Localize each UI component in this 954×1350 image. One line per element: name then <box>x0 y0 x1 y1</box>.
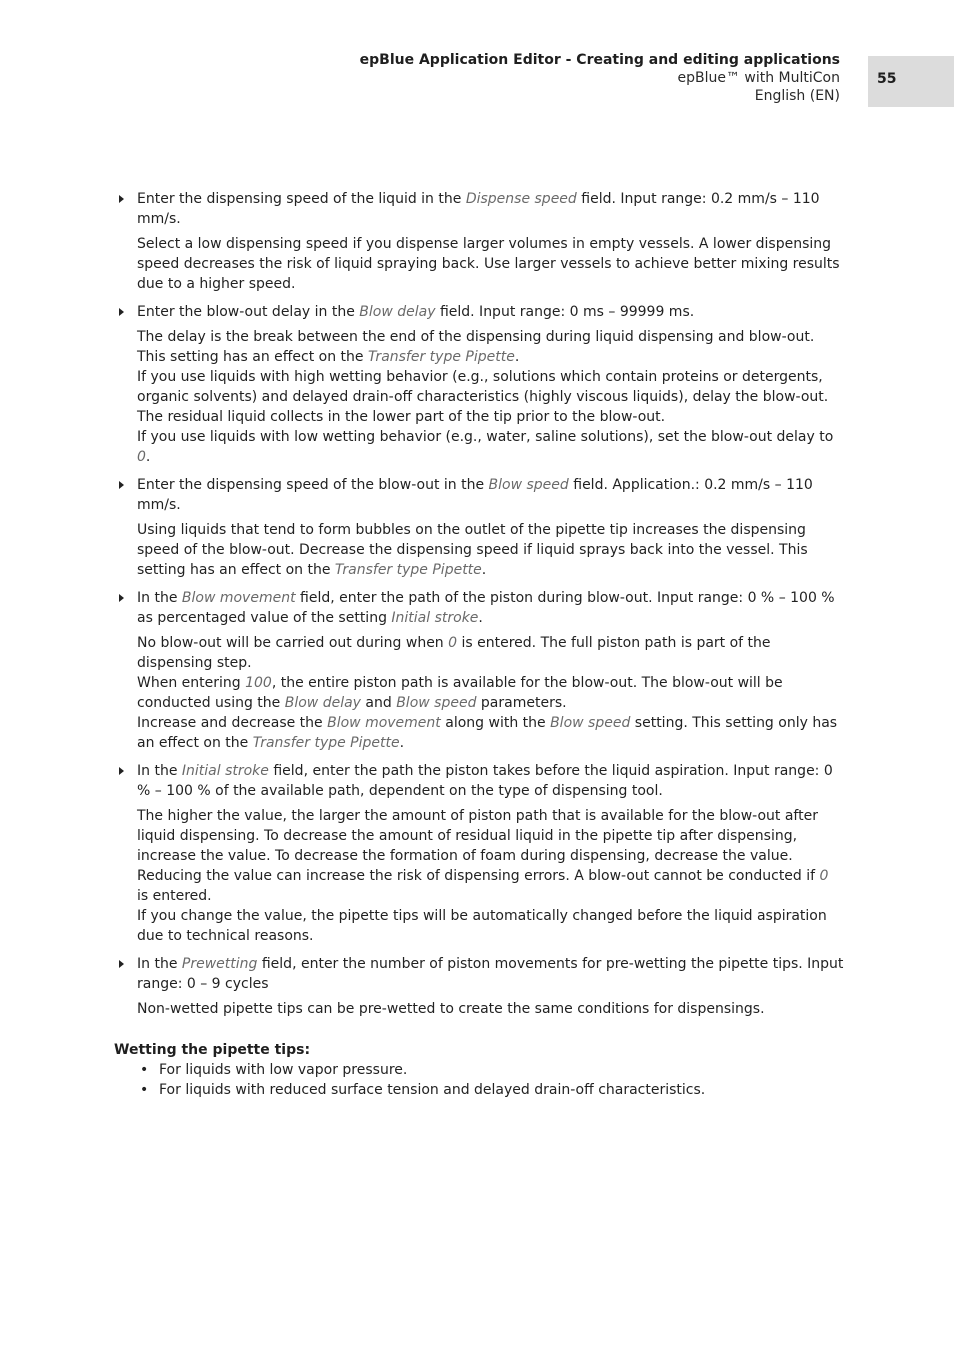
field-name: Blow speed <box>488 477 569 493</box>
text-run: In the <box>137 956 182 972</box>
result-paragraph <box>137 633 844 673</box>
header-product: epBlue™ with MultiCon <box>677 70 840 86</box>
step-result <box>137 234 844 294</box>
field-name: 100 <box>245 675 272 691</box>
field-name: Initial stroke <box>181 763 269 779</box>
page-header <box>360 51 840 105</box>
text-run: If you change the value, the pipette tips will be automatically changed before the liquid aspiration due to technical reasons. <box>137 908 827 944</box>
text-run: If you use liquids with high wetting behavior (e.g., solutions which contain proteins or detergents, organic solvents) and delayed drain-off characteristics (highly viscous liquids), delay the blow-out. The residual liquid collects in the lower part of the tip prior to the blow-out. <box>137 369 829 425</box>
field-name: Blow movement <box>181 590 296 606</box>
text-run: In the <box>137 763 182 779</box>
instruction-step <box>114 954 844 1019</box>
step-list <box>114 189 844 1019</box>
text-run: field, enter the path of the piston during blow-out. Input range: 0 % – 100 % as percentaged value of the setting <box>137 590 835 626</box>
step-arrow-icon <box>119 481 124 489</box>
field-name: Transfer type Pipette <box>252 735 400 751</box>
field-name: Transfer type Pipette <box>334 562 482 578</box>
step-instruction <box>137 302 844 322</box>
text-run: In the <box>137 590 182 606</box>
header-language: English (EN) <box>754 88 840 104</box>
field-name: 0 <box>819 868 829 884</box>
result-paragraph <box>137 906 844 946</box>
page-body <box>114 189 844 1100</box>
step-result <box>137 327 844 467</box>
field-name: Prewetting <box>181 956 258 972</box>
step-instruction <box>137 189 844 229</box>
text-run: is entered. The full piston path is part of the dispensing step. <box>137 635 771 671</box>
text-run: The delay is the break between the end of the dispensing during liquid dispensing and blow-out. This setting has an effect on the <box>137 329 815 365</box>
text-run: Enter the dispensing speed of the blow-out in the <box>137 477 489 493</box>
text-run: . <box>514 349 520 365</box>
bullet-icon: • <box>140 1062 149 1078</box>
text-run: is entered. <box>137 888 212 904</box>
result-paragraph <box>137 367 844 427</box>
step-arrow-icon <box>119 960 124 968</box>
text-run: . <box>481 562 487 578</box>
result-paragraph <box>137 806 844 906</box>
result-paragraph <box>137 327 844 367</box>
text-run: setting. This setting only has an effect on the <box>137 715 838 751</box>
text-run: along with the <box>440 715 551 731</box>
step-arrow-icon <box>119 308 124 316</box>
text-run: If you use liquids with low wetting behavior (e.g., water, saline solutions), set the blow-out delay to <box>137 429 834 445</box>
step-instruction <box>137 761 844 801</box>
field-name: Blow movement <box>327 715 441 731</box>
step-arrow-icon <box>119 767 124 775</box>
text-run: field. Input range: 0.2 mm/s – 110 mm/s. <box>137 191 820 227</box>
field-name: Blow delay <box>284 695 361 711</box>
list-item-text: For liquids with low vapor pressure. <box>159 1062 408 1078</box>
text-run: and <box>360 695 397 711</box>
text-run: , the entire piston path is available for the blow-out. The blow-out will be conducted using the <box>137 675 783 711</box>
field-name: Blow speed <box>396 695 477 711</box>
text-run: Using liquids that tend to form bubbles on the outlet of the pipette tip increases the dispensing speed of the blow-out. Decrease the dispensing speed if liquid sprays back into the vessel. This setting has an effect on the <box>137 522 808 578</box>
field-name: Blow delay <box>359 304 436 320</box>
result-paragraph <box>137 520 844 580</box>
list-item <box>114 1060 844 1080</box>
step-result <box>137 633 844 753</box>
text-run: . <box>478 610 483 626</box>
step-instruction <box>137 475 844 515</box>
text-run: . <box>399 735 405 751</box>
step-arrow-icon <box>119 594 124 602</box>
text-run: Enter the dispensing speed of the liquid in the <box>137 191 466 207</box>
list-item <box>114 1080 844 1100</box>
instruction-step <box>114 761 844 946</box>
page-number-box <box>868 56 954 107</box>
page-number: 55 <box>877 71 897 87</box>
field-name: 0 <box>448 635 458 651</box>
step-instruction <box>137 954 844 994</box>
text-run: No blow-out will be carried out during when <box>137 635 449 651</box>
text-run: parameters. <box>476 695 567 711</box>
wetting-heading: Wetting the pipette tips: <box>114 1042 311 1058</box>
text-run: field, enter the path the piston takes before the liquid aspiration. Input range: 0 % – 100 % of the available path, dependent on the type of dispensing tool. <box>137 763 833 799</box>
step-result <box>137 520 844 580</box>
text-run: Enter the blow-out delay in the <box>137 304 360 320</box>
field-name: 0 <box>137 449 146 465</box>
list-item-text: For liquids with reduced surface tension and delayed drain-off characteristics. <box>159 1082 706 1098</box>
text-run: Select a low dispensing speed if you dispense larger volumes in empty vessels. A lower dispensing speed decreases the risk of liquid spraying back. Use larger vessels to achieve better mixing results due to a higher speed. <box>137 236 840 292</box>
text-run: When entering <box>137 675 246 691</box>
result-paragraph <box>137 713 844 753</box>
result-paragraph <box>137 999 844 1019</box>
step-result <box>137 999 844 1019</box>
instruction-step <box>114 189 844 294</box>
step-result <box>137 806 844 946</box>
result-paragraph <box>137 427 844 467</box>
instruction-step <box>114 475 844 580</box>
text-run: field. Application.: 0.2 mm/s – 110 mm/s. <box>137 477 813 513</box>
text-run: The higher the value, the larger the amount of piston path that is available for the blow-out after liquid dispensing. To decrease the amount of residual liquid in the pipette tip after dispensing, increase the value. To decrease the formation of foam during dispensing, decrease the value. Reducing the value can increase the risk of dispensing errors. A blow-out cannot be conducted if <box>137 808 820 884</box>
step-arrow-icon <box>119 195 124 203</box>
text-run: Non-wetted pipette tips can be pre-wetted to create the same conditions for dispensings. <box>137 1001 765 1017</box>
field-name: Transfer type Pipette <box>367 349 515 365</box>
wetting-list <box>114 1060 844 1100</box>
text-run: field. Input range: 0 ms – 99999 ms. <box>435 304 695 320</box>
step-instruction <box>137 588 844 628</box>
instruction-step <box>114 588 844 753</box>
header-title: epBlue Application Editor - Creating and editing applications <box>359 52 840 68</box>
text-run: . <box>145 449 151 465</box>
text-run: Increase and decrease the <box>137 715 328 731</box>
text-run: field, enter the number of piston movements for pre-wetting the pipette tips. Input range: 0 – 9 cycles <box>137 956 844 992</box>
field-name: Initial stroke <box>391 610 479 626</box>
result-paragraph <box>137 673 844 713</box>
bullet-icon: • <box>140 1082 149 1098</box>
instruction-step <box>114 302 844 467</box>
field-name: Blow speed <box>550 715 631 731</box>
field-name: Dispense speed <box>465 191 577 207</box>
result-paragraph <box>137 234 844 294</box>
